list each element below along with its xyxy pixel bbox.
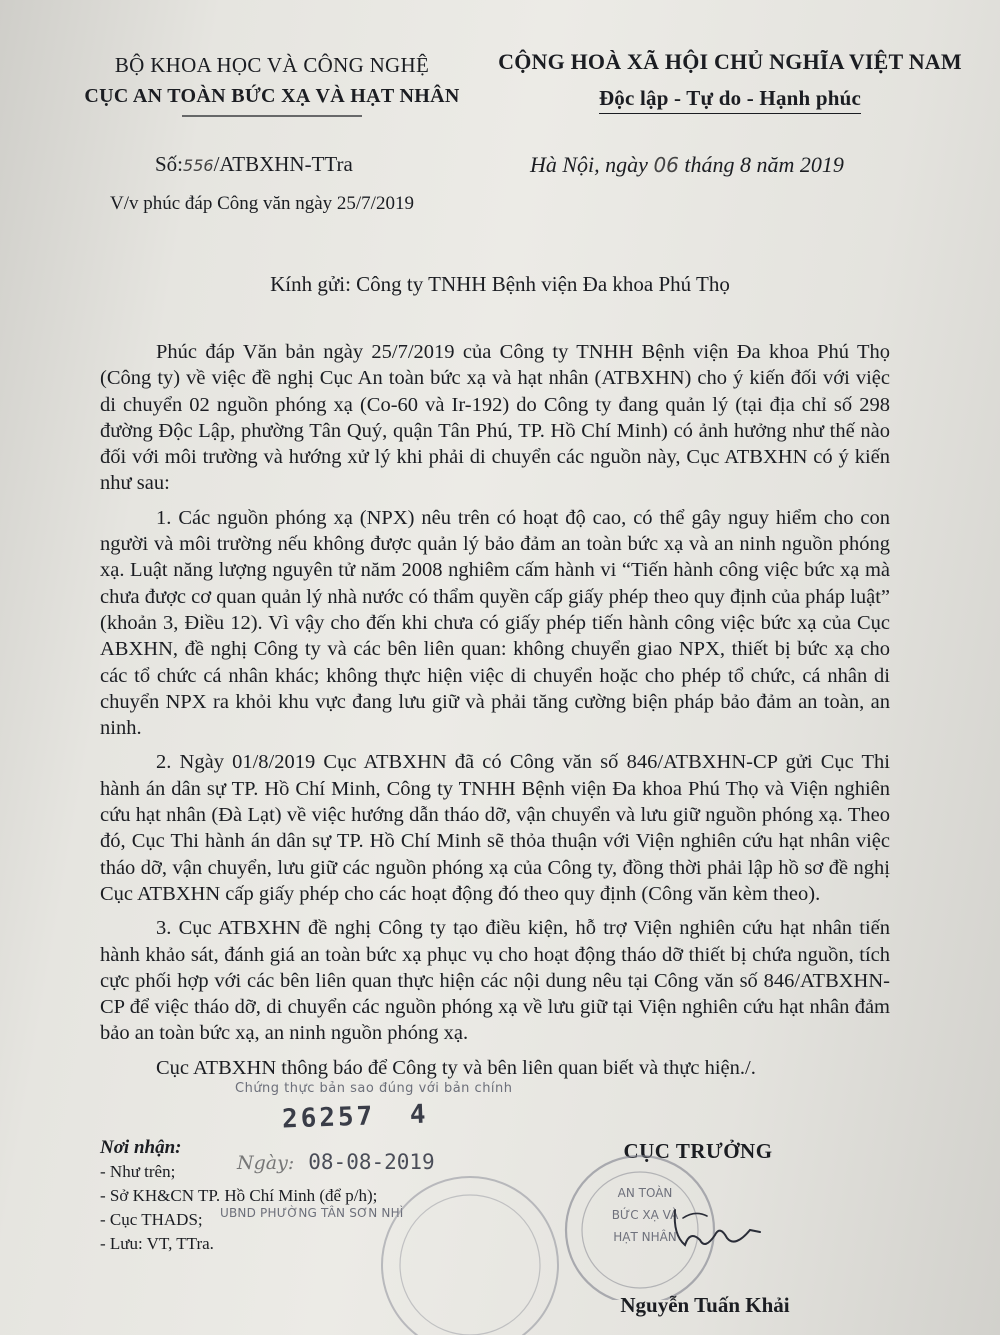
- point-2-paragraph: 2. Ngày 01/8/2019 Cục ATBXHN đã có Công văn số 846/ATBXHN-CP gửi Cục Thi hành án dân sự TP. Hồ Chí Minh, Công ty TNHH Bệnh viện Đa khoa Phú Thọ và Viện nghiên cứu hạt nhân (Đà Lạt) về việc hướng dẫn tháo dỡ, vận chuyển và lưu giữ nguồn phóng xạ. Theo đó, Cục Thi hành án dân sự TP. Hồ Chí Minh sẽ thỏa thuận với Viện nghiên cứu hạt nhân việc tháo dỡ, vận chuyển, lưu giữ các nguồn phóng xạ của Công ty, đồng thời phải lập hồ sơ đề nghị Cục ATBXHN cấp giấy phép cho các hoạt động đó theo quy định (Công văn kèm theo).: [100, 751, 890, 905]
- subject-line: V/v phúc đáp Công văn ngày 25/7/2019: [110, 193, 414, 214]
- stamp-date-label: Ngày:: [237, 1152, 295, 1174]
- agency-underline: [182, 114, 362, 118]
- seal-text-mid: BỨC XẠ VÀ: [611, 1208, 679, 1222]
- book-no: 4: [409, 1099, 430, 1131]
- signer-title: CỤC TRƯỞNG: [623, 1139, 773, 1163]
- doc-number-suffix: /ATBXHN-TTra: [213, 152, 353, 176]
- national-motto: Độc lập - Tự do - Hạnh phúc: [599, 85, 861, 114]
- recipient-item: - Như trên;: [100, 1162, 176, 1181]
- letter-body: [100, 339, 890, 1081]
- date-rest: tháng 8 năm 2019: [684, 152, 844, 177]
- date-day: 06: [653, 153, 679, 177]
- seal-text-bot: HẠT NHÂN: [613, 1230, 677, 1244]
- ward-round-stamp-icon: [370, 1165, 570, 1335]
- document-number: [155, 152, 353, 177]
- recipient-item: - Sở KH&CN TP. Hồ Chí Minh (để p/h);: [100, 1186, 378, 1205]
- certification-register-number: [282, 1099, 430, 1134]
- recipient-item: - Cục THADS;: [100, 1210, 203, 1229]
- recipient-item: - Lưu: VT, TTra.: [100, 1234, 214, 1253]
- handwritten-signature-icon: [655, 1190, 775, 1260]
- closing-paragraph: Cục ATBXHN thông báo để Công ty và bên liên quan biết và thực hiện./.: [156, 1056, 756, 1079]
- point-1-paragraph: 1. Các nguồn phóng xạ (NPX) nêu trên có hoạt độ cao, có thể gây nguy hiểm cho con người và môi trường nếu không được quản lý bảo đảm an toàn bức xạ và an ninh nguồn phóng xạ. Luật năng lượng nguyên tử năm 2008 nghiêm cấm hành vi “Tiến hành công việc bức xạ mà chưa được cơ quan quản lý nhà nước có thẩm quyền cấp giấy phép theo quy định của pháp luật” (khoản 3, Điều 12). Vì vậy cho đến khi chưa có giấy phép tiến hành công việc bức xạ của Cục ABXHN, đề nghị Công ty và các bên liên quan: không chuyển giao NPX, thiết bị bức xạ cho các tổ chức cá nhân khác; không thực hiện việc di chuyển hoặc cho phép tổ chức, cá nhân di chuyển NPX ra khỏi khu vực đang lưu giữ và phải tăng cường biện pháp bảo đảm an toàn, an ninh.: [100, 506, 890, 740]
- nation-name: CỘNG HOÀ XÃ HỘI CHỦ NGHĨA VIỆT NAM: [498, 49, 962, 74]
- doc-number-prefix: Số:: [155, 152, 184, 176]
- recipient-line: Kính gửi: Công ty TNHH Bệnh viện Đa khoa Phú Thọ: [270, 272, 730, 296]
- nation-header: [470, 44, 990, 116]
- point-3-paragraph: 3. Cục ATBXHN đề nghị Công ty tạo điều kiện, hỗ trợ Viện nghiên cứu hạt nhân tiến hành khảo sát, đánh giá an toàn bức xạ phục vụ cho hoạt động tháo dỡ thiết bị chứa nguồn, tích cực phối hợp với các bên liên quan thực hiện các nội dung nêu tại Công văn số 846/ATBXHN-CP để việc tháo dỡ, di chuyển các nguồn phóng xạ về lưu giữ tại Viện nghiên cứu hạt nhân đảm bảo an toàn bức xạ, an ninh nguồn phóng xạ.: [100, 917, 890, 1045]
- doc-number-handwritten: 556: [183, 156, 214, 175]
- agency-header: [62, 50, 482, 118]
- signer-name: Nguyễn Tuấn Khải: [620, 1293, 790, 1317]
- date-prefix: Hà Nội, ngày: [530, 152, 648, 177]
- recipients-block: [100, 1136, 377, 1256]
- stamp-date-value: 08-08-2019: [308, 1150, 435, 1174]
- agency-name: CỤC AN TOÀN BỨC XẠ VÀ HẠT NHÂN: [84, 85, 460, 107]
- certification-stamp-text: Chứng thực bản sao đúng với bản chính: [235, 1081, 513, 1096]
- certification-org: UBND PHƯỜNG TÂN SƠN NHÌ: [220, 1206, 404, 1220]
- register-no: 26257: [281, 1101, 376, 1135]
- date-line: [530, 152, 844, 178]
- intro-paragraph: Phúc đáp Văn bản ngày 25/7/2019 của Công ty TNHH Bệnh viện Đa khoa Phú Thọ (Công ty) về việc đề nghị Cục An toàn bức xạ và hạt nhân (ATBXHN) cho ý kiến đối với việc di chuyển 02 nguồn phóng xạ (Co-60 và Ir-192) do Công ty đang quản lý (tại địa chỉ số 298 đường Độc Lập, phường Tân Quý, quận Tân Phú, TP. Hồ Chí Minh) có ảnh hưởng như thế nào đối với môi trường và hướng xử lý khi phải di chuyển các nguồn này, Cục ATBXHN có ý kiến như sau:: [100, 341, 890, 495]
- ministry-name: BỘ KHOA HỌC VÀ CÔNG NGHỆ: [114, 53, 430, 77]
- seal-text-top: AN TOÀN: [617, 1186, 673, 1200]
- recipients-heading: Nơi nhận:: [100, 1137, 182, 1158]
